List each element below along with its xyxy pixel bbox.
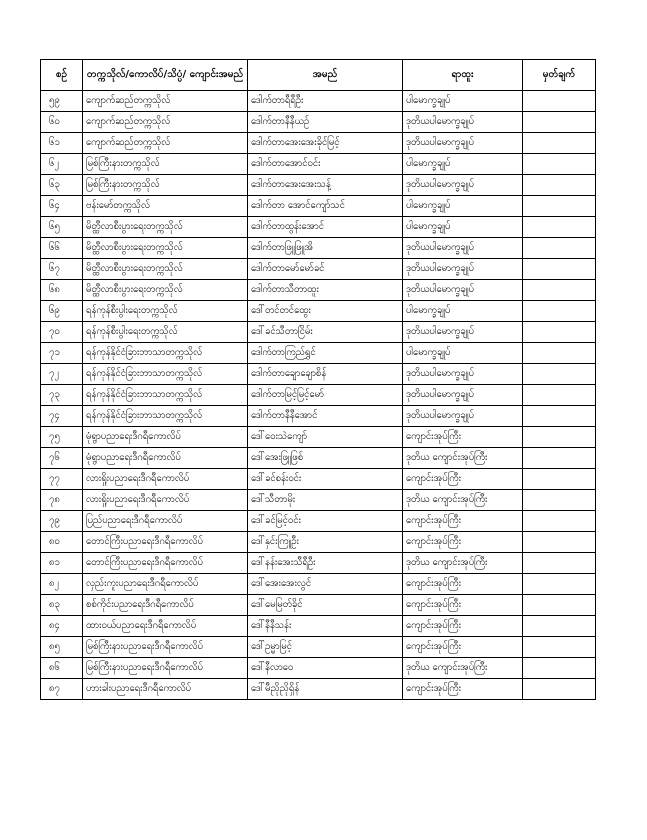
- cell-name: ဒေါက်တာထွန်းအောင်: [248, 217, 403, 238]
- cell-name: ဒေါ်ခင်သီတာငြိမ်း: [248, 322, 403, 343]
- cell-position: ပါမောက္ခချုပ်: [403, 301, 523, 322]
- cell-no: ၈၃: [41, 595, 83, 616]
- table-row: [41, 175, 596, 196]
- header-name: အမည်: [248, 60, 403, 91]
- table-row: [41, 679, 596, 700]
- table-row: [41, 448, 596, 469]
- cell-department: မိတ္ထီလာစီးပွားရေးတက္ကသိုလ်: [83, 217, 248, 238]
- cell-no: ၇၉: [41, 511, 83, 532]
- cell-position: ဒုတိယ ကျောင်းအုပ်ကြီး: [403, 553, 523, 574]
- cell-remark: [523, 322, 596, 343]
- table-row: [41, 238, 596, 259]
- cell-department: ရန်ကုန်နိုင်ငံခြားဘာသာတက္ကသိုလ်: [83, 364, 248, 385]
- table-row: [41, 616, 596, 637]
- table-row: [41, 658, 596, 679]
- header-position: ရာထူး: [403, 60, 523, 91]
- cell-no: ၈၆: [41, 658, 83, 679]
- cell-name: ဒေါ်နီလာဝေ: [248, 658, 403, 679]
- table-row: [41, 154, 596, 175]
- cell-department: မုံရွာပညာရေးဒီဂရီကောလိပ်: [83, 448, 248, 469]
- cell-position: ဒုတိယပါမောက္ခချုပ်: [403, 322, 523, 343]
- cell-position: ဒုတိယပါမောက္ခချုပ်: [403, 385, 523, 406]
- cell-remark: [523, 553, 596, 574]
- cell-department: ကျောက်ဆည်တက္ကသိုလ်: [83, 112, 248, 133]
- table-row: [41, 490, 596, 511]
- cell-name: ဒေါ်ခင်စန်းဝင်း: [248, 469, 403, 490]
- cell-department: လားရှိုးပညာရေးဒီဂရီကောလိပ်: [83, 490, 248, 511]
- header-remark: မှတ်ချက်: [523, 60, 596, 91]
- cell-remark: [523, 532, 596, 553]
- cell-position: ဒုတိယပါမောက္ခချုပ်: [403, 364, 523, 385]
- cell-no: ၆၄: [41, 196, 83, 217]
- cell-department: မြစ်ကြီးနားပညာရေးဒီဂရီကောလိပ်: [83, 637, 248, 658]
- cell-name: ဒေါက်တာနီနီယဉ်: [248, 112, 403, 133]
- table-row: [41, 427, 596, 448]
- cell-remark: [523, 175, 596, 196]
- cell-department: မုံရွာပညာရေးဒီဂရီကောလိပ်: [83, 427, 248, 448]
- cell-name: ဒေါက်တာကြည်ရွှင်: [248, 343, 403, 364]
- table-row: [41, 406, 596, 427]
- cell-no: ၇၁: [41, 343, 83, 364]
- table-row: [41, 385, 596, 406]
- cell-position: ဒုတိယ ကျောင်းအုပ်ကြီး: [403, 448, 523, 469]
- cell-position: ဒုတိယပါမောက္ခချုပ်: [403, 133, 523, 154]
- cell-no: ၆၇: [41, 259, 83, 280]
- cell-position: ဒုတိယပါမောက္ခချုပ်: [403, 280, 523, 301]
- cell-department: လှည်းကူးပညာရေးဒီဂရီကောလိပ်: [83, 574, 248, 595]
- cell-name: ဒေါက်တာအောင်ဝင်း: [248, 154, 403, 175]
- cell-name: ဒေါ်အေးအေးလွင်: [248, 574, 403, 595]
- cell-department: ဗန်းမော်တက္ကသိုလ်: [83, 196, 248, 217]
- cell-position: ဒုတိယပါမောက္ခချုပ်: [403, 238, 523, 259]
- cell-no: ၈၁: [41, 553, 83, 574]
- cell-position: ဒုတိယ ကျောင်းအုပ်ကြီး: [403, 490, 523, 511]
- cell-position: ဒုတိယပါမောက္ခချုပ်: [403, 112, 523, 133]
- cell-name: ဒေါ်နှင်းကြူဦး: [248, 532, 403, 553]
- table-row: [41, 469, 596, 490]
- cell-department: မြစ်ကြီးနားတက္ကသိုလ်: [83, 154, 248, 175]
- cell-department: စစ်ကိုင်းပညာရေးဒီဂရီကောလိပ်: [83, 595, 248, 616]
- table-row: [41, 91, 596, 112]
- cell-no: ၅၉: [41, 91, 83, 112]
- cell-department: ရန်ကုန်စီးပွါးရေးတက္ကသိုလ်: [83, 322, 248, 343]
- cell-department: ရန်ကုန်နိုင်ငံခြားဘာသာတက္ကသိုလ်: [83, 385, 248, 406]
- staff-table: [40, 59, 596, 700]
- cell-name: ဒေါ်မီညိုညိုရှိန်: [248, 679, 403, 700]
- cell-position: ဒုတိယပါမောက္ခချုပ်: [403, 175, 523, 196]
- cell-no: ၆၃: [41, 175, 83, 196]
- cell-department: ထားဝယ်ပညာရေးဒီဂရီကောလိပ်: [83, 616, 248, 637]
- cell-no: ၇၃: [41, 385, 83, 406]
- cell-position: ကျောင်းအုပ်ကြီး: [403, 637, 523, 658]
- cell-name: ဒေါ်နန်းအေးသီရီဦး: [248, 553, 403, 574]
- cell-name: ဒေါ်ဥမ္မာမြင့်: [248, 637, 403, 658]
- table-body: [41, 91, 596, 700]
- cell-name: ဒေါ်ဝေးသဲကျော်: [248, 427, 403, 448]
- cell-position: ဒုတိယပါမောက္ခချုပ်: [403, 259, 523, 280]
- cell-no: ၈၄: [41, 616, 83, 637]
- cell-no: ၆၉: [41, 301, 83, 322]
- cell-remark: [523, 280, 596, 301]
- table-row: [41, 532, 596, 553]
- cell-position: ပါမောက္ခချုပ်: [403, 343, 523, 364]
- cell-no: ၆၁: [41, 133, 83, 154]
- cell-remark: [523, 427, 596, 448]
- cell-position: ပါမောက္ခချုပ်: [403, 91, 523, 112]
- cell-remark: [523, 301, 596, 322]
- table-header-row: [41, 60, 596, 91]
- cell-remark: [523, 595, 596, 616]
- cell-name: ဒေါက်တာ အောင်ကျော်သင်: [248, 196, 403, 217]
- cell-department: လားရှိုးပညာရေးဒီဂရီကောလိပ်: [83, 469, 248, 490]
- cell-position: ကျောင်းအုပ်ကြီး: [403, 469, 523, 490]
- table-row: [41, 364, 596, 385]
- cell-no: ၇၄: [41, 406, 83, 427]
- table-row: [41, 322, 596, 343]
- cell-name: ဒေါ်သီတာမိုး: [248, 490, 403, 511]
- table-row: [41, 574, 596, 595]
- cell-remark: [523, 616, 596, 637]
- cell-name: ဒေါ်အေးဖြူဖြစ်: [248, 448, 403, 469]
- cell-department: မိတ္ထီလာစီးပွားရေးတက္ကသိုလ်: [83, 280, 248, 301]
- cell-remark: [523, 91, 596, 112]
- table-row: [41, 343, 596, 364]
- cell-remark: [523, 364, 596, 385]
- cell-no: ၈၂: [41, 574, 83, 595]
- cell-no: ၈၇: [41, 679, 83, 700]
- cell-no: ၆၂: [41, 154, 83, 175]
- table-row: [41, 280, 596, 301]
- cell-position: ပါမောက္ခချုပ်: [403, 154, 523, 175]
- cell-no: ၈၅: [41, 637, 83, 658]
- cell-remark: [523, 679, 596, 700]
- cell-no: ၆၈: [41, 280, 83, 301]
- table-row: [41, 637, 596, 658]
- cell-no: ၇၅: [41, 427, 83, 448]
- cell-position: ပါမောက္ခချုပ်: [403, 217, 523, 238]
- table-row: [41, 511, 596, 532]
- header-department: တက္ကသိုလ်/ကောလိပ်/သိပ္ပံ/ ကျောင်းအမည်: [83, 60, 248, 91]
- cell-position: ဒုတိယ ကျောင်းအုပ်ကြီး: [403, 658, 523, 679]
- cell-position: ကျောင်းအုပ်ကြီး: [403, 427, 523, 448]
- cell-remark: [523, 259, 596, 280]
- cell-name: ဒေါက်တာရီရီဦး: [248, 91, 403, 112]
- table-row: [41, 217, 596, 238]
- cell-name: ဒေါက်တာချောချောစိန်: [248, 364, 403, 385]
- cell-no: ၆၆: [41, 238, 83, 259]
- cell-department: ပြည်ပညာရေးဒီဂရီကောလိပ်: [83, 511, 248, 532]
- cell-position: ပါမောက္ခချုပ်: [403, 196, 523, 217]
- cell-no: ၈၀: [41, 532, 83, 553]
- table-row: [41, 196, 596, 217]
- document-sheet: [40, 59, 596, 700]
- cell-name: ဒေါ်တင်တင်ထွေး: [248, 301, 403, 322]
- cell-position: ကျောင်းအုပ်ကြီး: [403, 616, 523, 637]
- cell-name: ဒေါ်နီနီသန်း: [248, 616, 403, 637]
- cell-department: မြစ်ကြီးနားတက္ကသိုလ်: [83, 175, 248, 196]
- cell-remark: [523, 406, 596, 427]
- table-row: [41, 595, 596, 616]
- header-no: စဉ်: [41, 60, 83, 91]
- cell-no: ၆၀: [41, 112, 83, 133]
- cell-department: မြစ်ကြီးနားပညာရေးဒီဂရီကောလိပ်: [83, 658, 248, 679]
- cell-name: ဒေါက်တာမြင့်မြင့်မော်: [248, 385, 403, 406]
- cell-department: မိတ္ထီလာစီးပွားရေးတက္ကသိုလ်: [83, 259, 248, 280]
- cell-name: ဒေါက်တာဖြူဖြူအိ: [248, 238, 403, 259]
- table-row: [41, 112, 596, 133]
- cell-department: မိတ္ထီလာစီးပွားရေးတက္ကသိုလ်: [83, 238, 248, 259]
- cell-remark: [523, 217, 596, 238]
- cell-position: ကျောင်းအုပ်ကြီး: [403, 511, 523, 532]
- cell-name: ဒေါ်မေမြတ်ခိုင်: [248, 595, 403, 616]
- cell-remark: [523, 574, 596, 595]
- cell-department: ဟားခါးပညာရေးဒီဂရီကောလိပ်: [83, 679, 248, 700]
- cell-remark: [523, 112, 596, 133]
- cell-remark: [523, 469, 596, 490]
- cell-remark: [523, 658, 596, 679]
- cell-department: ကျောက်ဆည်တက္ကသိုလ်: [83, 91, 248, 112]
- cell-position: ကျောင်းအုပ်ကြီး: [403, 595, 523, 616]
- cell-name: ဒေါ်ခင်မြင့်ဝင်း: [248, 511, 403, 532]
- cell-no: ၇၇: [41, 469, 83, 490]
- cell-remark: [523, 511, 596, 532]
- cell-remark: [523, 490, 596, 511]
- cell-position: ကျောင်းအုပ်ကြီး: [403, 532, 523, 553]
- cell-position: ကျောင်းအုပ်ကြီး: [403, 574, 523, 595]
- cell-position: ဒုတိယပါမောက္ခချုပ်: [403, 406, 523, 427]
- cell-remark: [523, 196, 596, 217]
- cell-remark: [523, 343, 596, 364]
- cell-remark: [523, 133, 596, 154]
- cell-name: ဒေါက်တာမော်မော်ခင်: [248, 259, 403, 280]
- table-row: [41, 133, 596, 154]
- cell-department: တောင်ကြီးပညာရေးဒီဂရီကောလိပ်: [83, 553, 248, 574]
- cell-name: ဒေါက်တာအေးအေးသန့်: [248, 175, 403, 196]
- cell-name: ဒေါက်တာအေးအေးခိုင်မြင့်: [248, 133, 403, 154]
- cell-remark: [523, 385, 596, 406]
- cell-department: ရန်ကုန်နိုင်ငံခြားဘာသာတက္ကသိုလ်: [83, 343, 248, 364]
- cell-no: ၇၂: [41, 364, 83, 385]
- table-row: [41, 259, 596, 280]
- cell-remark: [523, 154, 596, 175]
- cell-department: ရန်ကုန်စီးပွါးရေးတက္ကသိုလ်: [83, 301, 248, 322]
- cell-no: ၇၈: [41, 490, 83, 511]
- cell-position: ကျောင်းအုပ်ကြီး: [403, 679, 523, 700]
- cell-remark: [523, 637, 596, 658]
- table-row: [41, 553, 596, 574]
- cell-remark: [523, 238, 596, 259]
- cell-no: ၆၅: [41, 217, 83, 238]
- table-row: [41, 301, 596, 322]
- cell-department: ရန်ကုန်နိုင်ငံခြားဘာသာတက္ကသိုလ်: [83, 406, 248, 427]
- cell-remark: [523, 448, 596, 469]
- cell-no: ၇၀: [41, 322, 83, 343]
- cell-name: ဒေါက်တာနီနီအောင်: [248, 406, 403, 427]
- cell-department: ကျောက်ဆည်တက္ကသိုလ်: [83, 133, 248, 154]
- cell-no: ၇၆: [41, 448, 83, 469]
- cell-department: တောင်ကြီးပညာရေးဒီဂရီကောလိပ်: [83, 532, 248, 553]
- cell-name: ဒေါက်တာသီတာထူး: [248, 280, 403, 301]
